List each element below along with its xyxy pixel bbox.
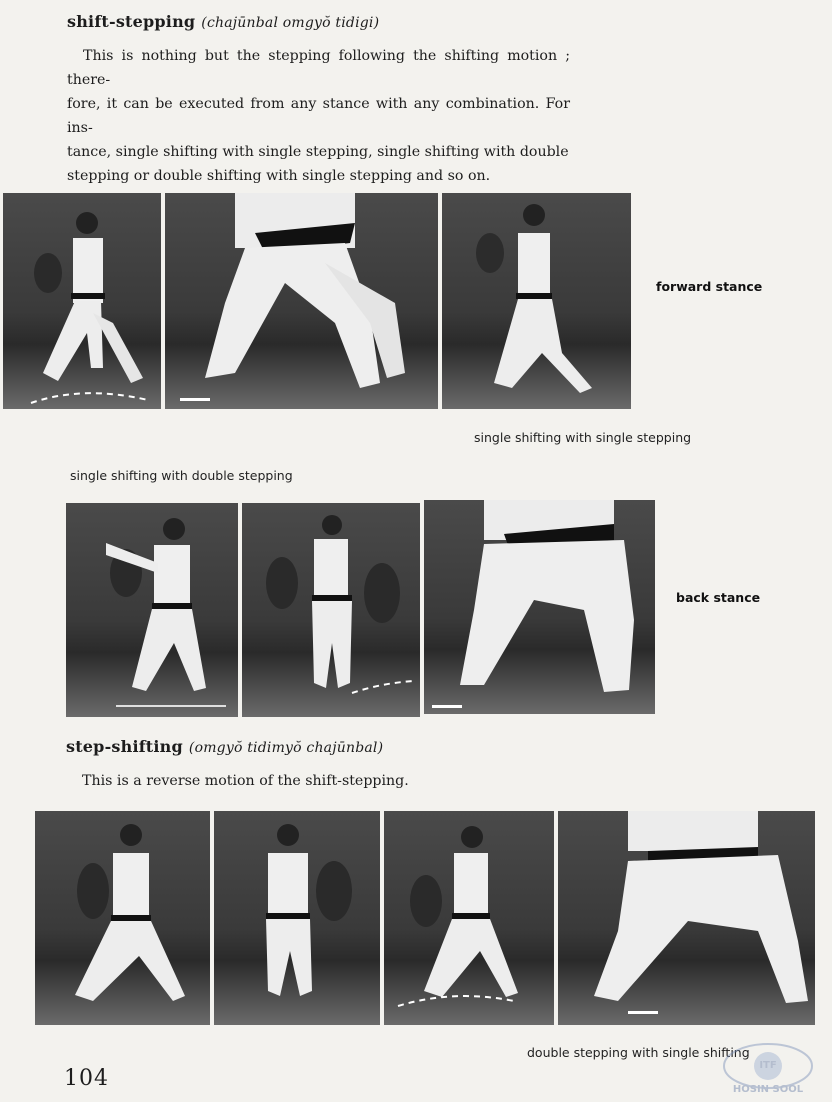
stance-label-forward: forward stance bbox=[656, 279, 763, 294]
heading-title: step-shifting bbox=[66, 737, 183, 756]
caption-row2: single shifting with double stepping bbox=[70, 468, 293, 483]
paragraph-line: This is nothing but the stepping following the shifting motion ; there- bbox=[67, 48, 570, 88]
photo-back-stance-3 bbox=[424, 500, 655, 714]
photo-forward-stance-1 bbox=[3, 193, 161, 409]
step-shifting-paragraph: This is a reverse motion of the shift-stepping. bbox=[82, 773, 409, 789]
photo-step-shift-2 bbox=[214, 811, 380, 1025]
photo-step-shift-4 bbox=[558, 811, 815, 1025]
photo-back-stance-2 bbox=[242, 503, 420, 717]
paragraph-line: tance, single shifting with single stepping, single shifting with double bbox=[67, 144, 569, 160]
watermark-top-text: ITF bbox=[759, 1060, 777, 1071]
itf-hosin-sool-watermark bbox=[712, 1040, 824, 1098]
intro-paragraph bbox=[67, 44, 570, 188]
stance-label-back: back stance bbox=[676, 590, 761, 605]
photo-step-shift-1 bbox=[35, 811, 210, 1025]
heading-subtitle: (chajūnbal omgyŏ tidigi) bbox=[201, 15, 380, 31]
section-heading-shift-stepping bbox=[67, 12, 379, 31]
paragraph-line: stepping or double shifting with single stepping and so on. bbox=[67, 168, 491, 184]
watermark-bottom-text: HOSIN SOOL bbox=[732, 1084, 804, 1095]
section-heading-step-shifting bbox=[66, 737, 383, 756]
photo-back-stance-1 bbox=[66, 503, 238, 717]
heading-subtitle: (omgyŏ tidimyŏ chajūnbal) bbox=[188, 740, 384, 756]
photo-forward-stance-3 bbox=[442, 193, 631, 409]
caption-row1: single shifting with single stepping bbox=[474, 430, 692, 445]
caption-row3: double stepping with single shifting bbox=[527, 1045, 750, 1060]
heading-title: shift-stepping bbox=[67, 12, 196, 31]
page-number: 104 bbox=[64, 1066, 109, 1091]
paragraph-line: fore, it can be executed from any stance with any combination. For ins- bbox=[67, 96, 570, 136]
photo-step-shift-3 bbox=[384, 811, 554, 1025]
photo-forward-stance-2 bbox=[165, 193, 438, 409]
